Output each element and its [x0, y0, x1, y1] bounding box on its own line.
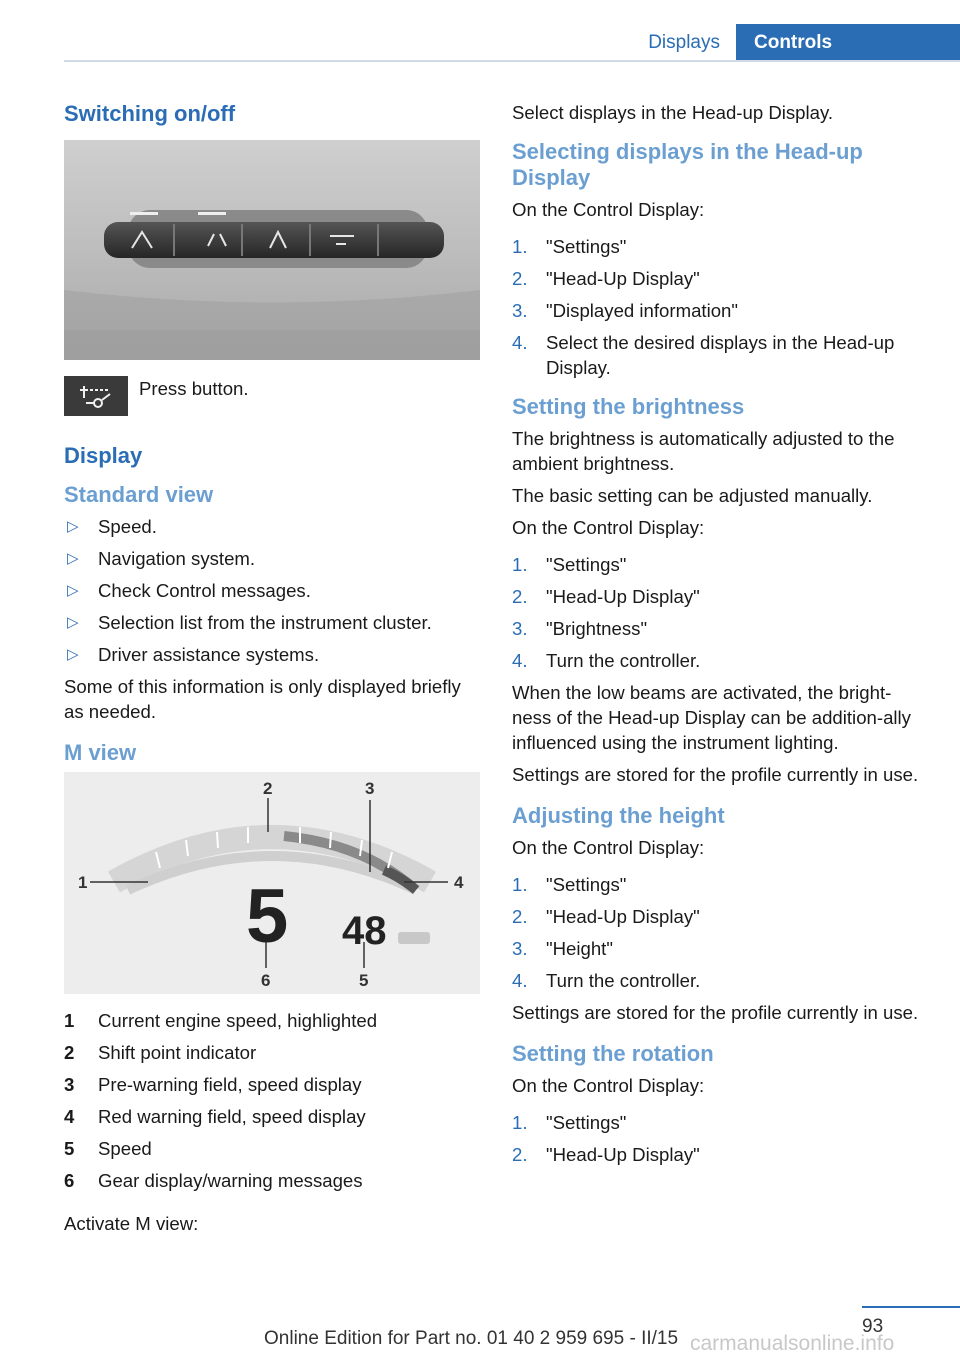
step-item: 2. "Head-Up Display" [512, 1144, 700, 1165]
legend-row: 6 Gear display/warning messages [64, 1170, 363, 1191]
legend-row: 4 Red warning field, speed display [64, 1106, 366, 1127]
callout-2: 2 [263, 779, 273, 798]
rotation-steps [512, 1110, 928, 1167]
heading-rotation: Setting the rotation [512, 1041, 714, 1066]
m-view-diagram [64, 772, 480, 994]
heading-display: Display [64, 443, 143, 468]
bullet-icon: ▷ [67, 582, 79, 599]
list-item: ▷ Speed. [67, 516, 157, 537]
step-item: 1. "Settings" [512, 554, 627, 575]
section-tab[interactable]: Displays [648, 32, 720, 53]
select-steps [512, 234, 928, 380]
on-control-display-text: On the Control Display: [512, 199, 705, 220]
step-item: 2. "Head-Up Display" [512, 906, 700, 927]
step-item: 2. "Head-Up Display" [512, 586, 700, 607]
step-item: 1. "Settings" [512, 1112, 627, 1133]
button-panel-photo [64, 140, 480, 360]
heading-m-view: M view [64, 740, 137, 765]
legend-row: 1 Current engine speed, highlighted [64, 1010, 378, 1031]
step-item: 3. "Displayed information" [512, 300, 738, 321]
watermark: carmanualsonline.info [690, 1332, 895, 1355]
step-item: 1. "Settings" [512, 874, 627, 895]
step-item: 4. Turn the controller. [512, 650, 701, 671]
legend-row: 3 Pre-warning field, speed display [64, 1074, 362, 1095]
legend-row: 5 Speed [64, 1138, 152, 1159]
on-control-display-text: On the Control Display: [512, 517, 705, 538]
header-rule [64, 60, 960, 62]
step-item: 4. Turn the controller. [512, 970, 701, 991]
page-header [64, 24, 960, 62]
press-button-text: Press button. [139, 378, 249, 399]
step-item: 1. "Settings" [512, 236, 627, 257]
bullet-icon: ▷ [67, 518, 79, 535]
heading-height: Adjusting the height [512, 803, 725, 828]
settings-stored-text: Settings are stored for the profile currently in use. [512, 764, 919, 785]
edition-text: Online Edition for Part no. 01 40 2 959 695 - II/15 [264, 1328, 679, 1349]
callout-3: 3 [365, 779, 375, 798]
step-item: 2. "Head-Up Display" [512, 268, 700, 289]
callout-1: 1 [78, 873, 88, 892]
list-item: ▷ Driver assistance systems. [67, 644, 320, 665]
heading-switching: Switching on/off [64, 101, 236, 126]
bullet-icon: ▷ [67, 614, 79, 631]
brightness-steps [512, 552, 928, 673]
footer-rule [862, 1306, 960, 1308]
activate-m-view-text: Activate M view: [64, 1213, 199, 1234]
heading-standard-view: Standard view [64, 482, 214, 507]
hud-button-icon [64, 376, 128, 416]
step-item: 4. Select the desired displays in the Head-up Display. [512, 332, 895, 378]
list-item: ▷ Navigation system. [67, 548, 256, 569]
list-item: ▷ Check Control messages. [67, 580, 311, 601]
step-item: 3. "Brightness" [512, 618, 648, 639]
list-item: ▷ Selection list from the instrument cluster. [67, 612, 432, 633]
heading-selecting-displays: Selecting displays in the Head-up Display [512, 139, 863, 190]
callout-6: 6 [261, 971, 271, 990]
standard-view-note: Some of this information is only displayed briefly as needed. [64, 676, 461, 722]
left-column [64, 100, 480, 1243]
press-button-row [64, 376, 480, 416]
callout-4: 4 [454, 873, 464, 892]
on-control-display-text: On the Control Display: [512, 1075, 705, 1096]
page-number: 93 [862, 1316, 884, 1337]
callout-5: 5 [359, 971, 369, 990]
legend-row: 2 Shift point indicator [64, 1042, 257, 1063]
brightness-manual-text: The basic setting can be adjusted manually. [512, 485, 873, 506]
intro-text: Select displays in the Head-up Display. [512, 102, 834, 123]
bullet-icon: ▷ [67, 550, 79, 567]
on-control-display-text: On the Control Display: [512, 837, 705, 858]
heading-brightness: Setting the brightness [512, 394, 745, 419]
m-view-legend [64, 1008, 480, 1193]
brightness-auto-text: The brightness is automatically adjusted to the ambient brightness. [512, 428, 895, 474]
right-column [512, 100, 928, 1174]
low-beam-text: When the low beams are activated, the bright‐ness of the Head-up Display can be addition‐ally influenced using the instrument lighting. [512, 682, 911, 753]
settings-stored-text: Settings are stored for the profile currently in use. [512, 1002, 919, 1023]
chapter-tab[interactable]: Controls [736, 24, 960, 62]
standard-view-list [64, 514, 480, 667]
bullet-icon: ▷ [67, 646, 79, 663]
speed-readout: 48 [342, 909, 387, 953]
height-steps [512, 872, 928, 993]
step-item: 3. "Height" [512, 938, 613, 959]
gear-digit: 5 [246, 874, 289, 959]
